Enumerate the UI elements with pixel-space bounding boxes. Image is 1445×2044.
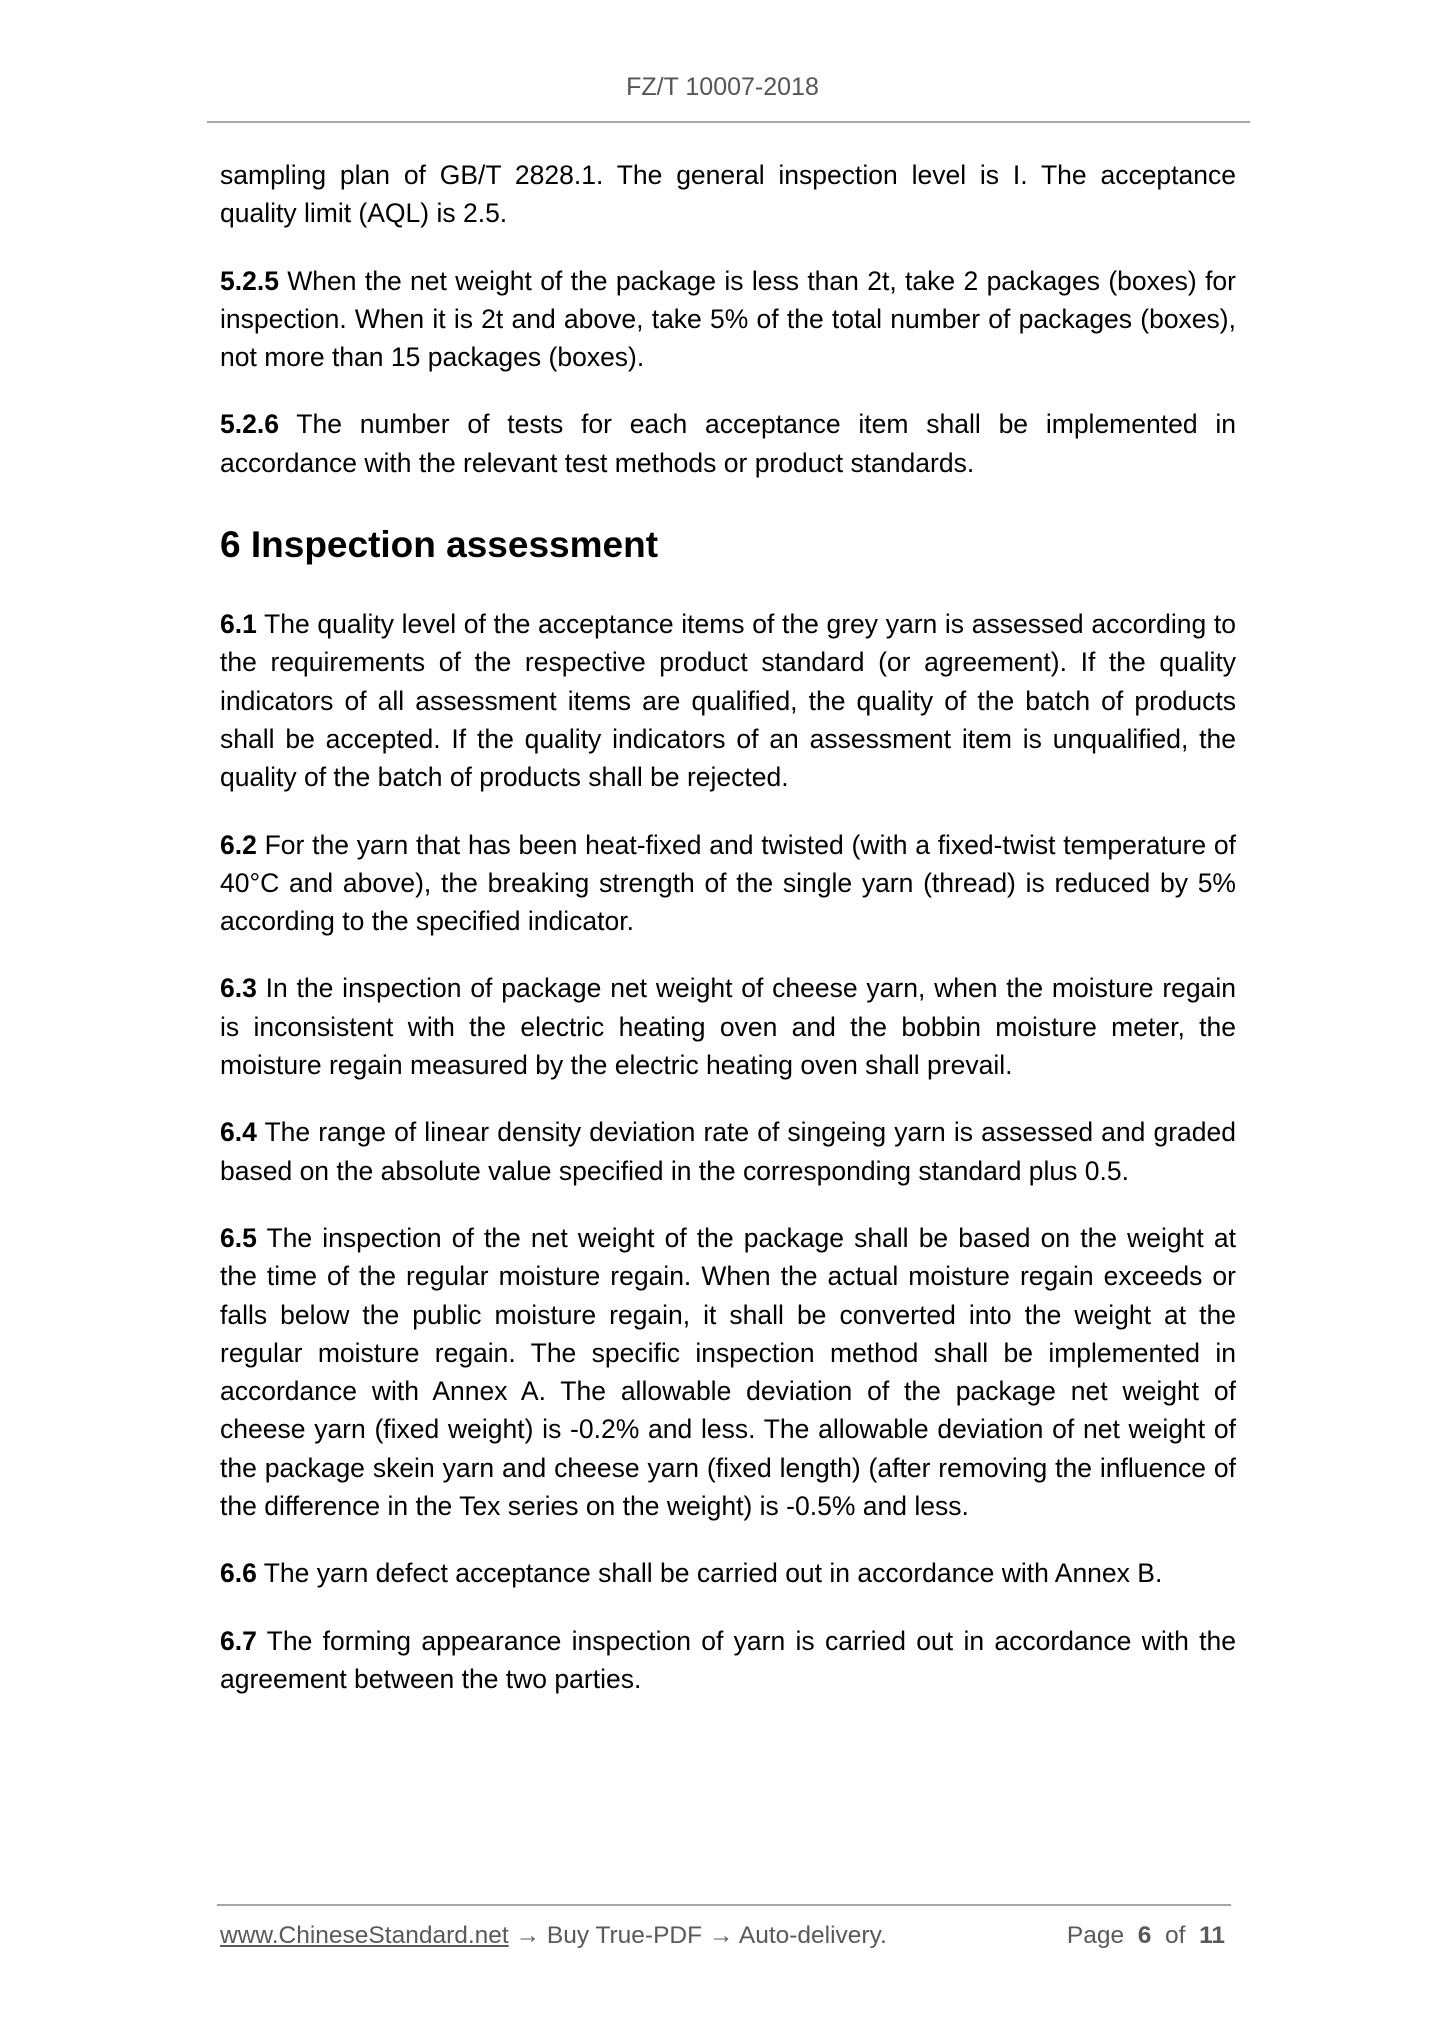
clause-text: For the yarn that has been heat-fixed and twisted (with a fixed-twist temperature of 40°C and above), the breaking strength of the single yarn (thread) is reduced by 5% according to the specified indicator. bbox=[220, 829, 1236, 937]
clause-text: In the inspection of package net weight of cheese yarn, when the moisture regain is inconsistent with the electric heating oven and the bobbin moisture meter, the moisture regain measured by the electric heating oven shall prevail. bbox=[220, 973, 1236, 1081]
clause-text: The inspection of the net weight of the package shall be based on the weight at the time of the regular moisture regain. When the actual moisture regain exceeds or falls below the public moisture regain, it shall be converted into the weight at the regular moisture regain. The specific inspection method shall be implemented in accordance with Annex A. The allowable deviation of the package net weight of cheese yarn (fixed weight) is -0.2% and less. The allowable deviation of net weight of the package skein yarn and cheese yarn (fixed length) (after removing the influence of the difference in the Tex series on the weight) is -0.5% and less. bbox=[220, 1222, 1236, 1522]
clause-6-4 bbox=[220, 1113, 1236, 1190]
website-link[interactable]: www.ChineseStandard.net bbox=[220, 1922, 509, 1949]
clause-text: The number of tests for each acceptance item shall be implemented in accordance with the relevant test methods or product standards. bbox=[220, 409, 1236, 478]
clause-text: The forming appearance inspection of yarn is carried out in accordance with the agreement between the two parties. bbox=[220, 1625, 1236, 1694]
page-label: Page bbox=[1066, 1922, 1125, 1949]
document-body bbox=[220, 156, 1236, 1727]
clause-text: The yarn defect acceptance shall be carried out in accordance with Annex B. bbox=[256, 1558, 1163, 1589]
clause-number: 6.1 bbox=[220, 609, 257, 640]
clause-number: 6.7 bbox=[220, 1625, 257, 1656]
clause-6-7 bbox=[220, 1622, 1236, 1699]
page-current: 6 bbox=[1137, 1922, 1152, 1949]
clause-6-3 bbox=[220, 969, 1236, 1084]
intro-paragraph: sampling plan of GB/T 2828.1. The general inspection level is I. The acceptance quality limit (AQL) is 2.5. bbox=[220, 160, 1236, 229]
document-code-header: FZ/T 10007-2018 bbox=[626, 73, 819, 101]
footer-divider bbox=[217, 1904, 1231, 1906]
clause-number: 6.6 bbox=[220, 1558, 257, 1589]
header-divider bbox=[207, 121, 1250, 123]
footer-step-delivery: Auto-delivery. bbox=[738, 1922, 887, 1949]
page-indicator bbox=[1067, 1920, 1225, 1952]
footer-step-buy: Buy True-PDF bbox=[546, 1922, 703, 1949]
clause-text: When the net weight of the package is less than 2t, take 2 packages (boxes) for inspection. When it is 2t and above, take 5% of the total number of packages (boxes), not more than 15 packages (boxes). bbox=[220, 265, 1236, 373]
clause-number: 6.3 bbox=[220, 973, 257, 1004]
clause-6-2 bbox=[220, 826, 1236, 941]
clause-number: 6.4 bbox=[220, 1117, 257, 1148]
arrow-right-icon: → bbox=[515, 1922, 541, 1949]
clause-number: 5.2.6 bbox=[220, 409, 279, 440]
clause-text: The quality level of the acceptance items of the grey yarn is assessed according to the requirements of the respective product standard (or agreement). If the quality indicators of all assessment items are qualified, the quality of the batch of products shall be accepted. If the quality indicators of an assessment item is unqualified, the quality of the batch of products shall be rejected. bbox=[220, 609, 1236, 793]
page-of-label: of bbox=[1165, 1922, 1186, 1949]
clause-number: 6.5 bbox=[220, 1222, 257, 1253]
clause-5-2-5 bbox=[220, 262, 1236, 377]
clause-6-5 bbox=[220, 1219, 1236, 1525]
footer-promo bbox=[220, 1920, 887, 1952]
clause-6-6 bbox=[220, 1554, 1236, 1592]
page-footer bbox=[220, 1920, 1231, 1952]
clause-6-1 bbox=[220, 605, 1236, 796]
clause-text: The range of linear density deviation rate of singeing yarn is assessed and graded based on the absolute value specified in the corresponding standard plus 0.5. bbox=[220, 1117, 1236, 1186]
clause-number: 5.2.5 bbox=[220, 265, 279, 296]
section-heading: 6 Inspection assessment bbox=[220, 524, 659, 566]
clause-5-2-6 bbox=[220, 405, 1236, 482]
arrow-right-icon: → bbox=[708, 1922, 734, 1949]
page-total: 11 bbox=[1199, 1922, 1225, 1949]
clause-number: 6.2 bbox=[220, 829, 257, 860]
